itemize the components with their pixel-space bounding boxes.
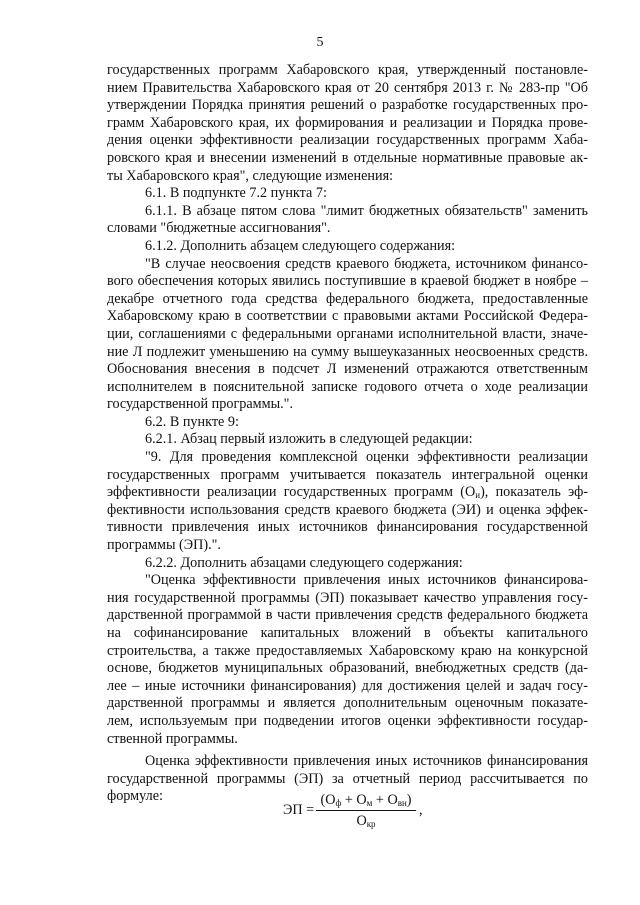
text-line: 6.1.2. Дополнить абзацем следующего содержания:	[145, 237, 456, 254]
text-line: 6.2.2. Дополнить абзацами следующего содержания:	[145, 554, 463, 571]
text-line: ровского края и внесении изменений в отдельные нормативные правовые ак-	[107, 149, 588, 166]
text-line: ции, соглашениями с федеральными органами исполнительной власти, значе-	[107, 325, 588, 342]
text-line: Обоснования внесения в подсчет Л изменений отражаются ответственным	[107, 361, 588, 378]
text-line: лее – иные источники финансирования) для достижения целей и задач госу-	[107, 677, 588, 694]
text-line: ты Хабаровского края", следующие изменения:	[107, 167, 394, 184]
text-line: грамм Хабаровского края, их формирования и реализации и Порядка прове-	[107, 114, 588, 131]
text-line: "Оценка эффективности привлечения иных источников финансирова-	[145, 572, 588, 589]
text-line: 6.1.1. В абзаце пятом слова "лимит бюджетных обязательств" заменить	[145, 202, 588, 219]
page-number: 5	[316, 35, 324, 50]
text-line: вого обеспечения которых явились поступившие в краевой бюджет в ноябре –	[107, 273, 588, 290]
text-line: государственной программы (ЭП) за отчетный период рассчитывается по	[107, 770, 588, 787]
text-line: 6.1. В подпункте 7.2 пункта 7:	[145, 185, 327, 202]
text-line: дения оценки эффективности реализации государственных программ Хаба-	[107, 132, 588, 149]
text-line: строительства, а также предоставляемых Хабаровскому краю на конкурсной	[107, 642, 588, 659]
formula-comma: ,	[419, 802, 423, 818]
text-line: на софинансирование капитальных вложений в объекты капитального	[107, 625, 588, 641]
text-line: ственной программы.	[107, 730, 238, 747]
text-line: нием Правительства Хабаровского края от 20 сентября 2013 г. № 283-пр "Об	[107, 79, 588, 96]
text-line: ние Л подлежит уменьшению на сумму вышеуказанных неосвоенных средств.	[107, 343, 588, 360]
text-line: утверждении Порядка принятия решений о разработке государственных про-	[107, 97, 588, 114]
text-line: "В случае неосвоения средств краевого бюджета, источником финансо-	[145, 255, 588, 272]
formula-ep	[283, 792, 463, 832]
text-line: фективности использования средств краевого бюджета (ЭИ) и оценка эффек-	[107, 501, 588, 518]
formula-numerator: $(О_ф + О_м + О_{вн})$	[320, 792, 412, 808]
document-body	[107, 62, 588, 806]
text-line: эффективности реализации государственных программ $(О_и)$, показатель эф-	[107, 484, 588, 501]
text-line: 6.2.1. Абзац первый изложить в следующей редакции:	[145, 431, 473, 448]
text-line: тивности привлечения иных источников финансирования государственной	[107, 519, 588, 536]
text-line: Оценка эффективности привлечения иных источников финансирования	[145, 753, 588, 770]
text-line: дарственной программы и является дополнительным оценочным показате-	[107, 695, 588, 712]
text-line: основе, бюджетов муниципальных образований, внебюджетных средств (да-	[107, 660, 588, 677]
fraction-bar	[316, 810, 416, 811]
text-line: государственных программ Хабаровского края, утвержденный постановле-	[107, 62, 588, 78]
text-line: программы (ЭП).".	[107, 537, 221, 554]
text-line: лем, используемым при подведении итогов оценки эффективности государ-	[107, 712, 588, 729]
text-line: словами "бюджетные ассигнования".	[107, 220, 331, 237]
text-line: 6.2. В пункте 9:	[145, 413, 239, 430]
text-line: ния государственной программы (ЭП) показывает качество управления госу-	[107, 589, 588, 606]
text-line: "9. Для проведения комплексной оценки эффективности реализации	[145, 449, 588, 466]
text-line: государственных программ учитывается показатель интегральной оценки	[107, 466, 588, 483]
text-line: формуле:	[107, 788, 163, 805]
text-line: декабре отчетного года средства федерального бюджета, предоставленные	[107, 290, 588, 307]
text-line: Хабаровскому краю в соответствии с правовыми актами Российской Федера-	[107, 308, 588, 325]
text-line: государственной программы.".	[107, 396, 294, 413]
formula-lhs: ЭП =	[283, 802, 315, 818]
text-line: дарственной программой в части привлечения средств федерального бюджета	[107, 607, 588, 624]
text-line: исполнителем в пояснительной записке годового отчета о ходе реализации	[107, 378, 588, 395]
formula-denominator: $О_{кр}$	[356, 813, 376, 829]
